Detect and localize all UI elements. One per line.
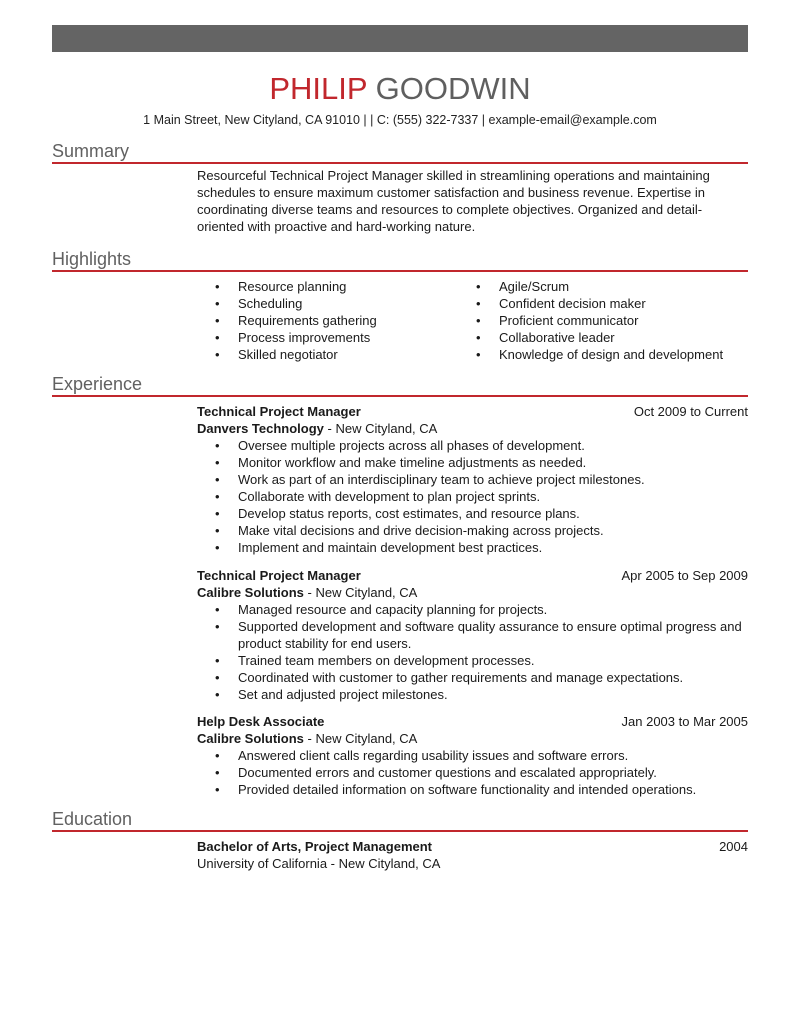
highlights-list-left: [197, 278, 457, 363]
job-bullet: • Set and adjusted project milestones.: [197, 686, 748, 703]
job-dates: Apr 2005 to Sep 2009: [621, 568, 748, 583]
job-bullet: • Provided detailed information on software functionality and intended operations.: [197, 781, 748, 798]
company-name: Calibre Solutions: [197, 731, 304, 746]
job-company-line: [197, 420, 748, 437]
section-header-highlights: [52, 248, 748, 272]
job-bullet: • Work as part of an interdisciplinary team to achieve project milestones.: [197, 471, 748, 488]
job-bullet: • Collaborate with development to plan project sprints.: [197, 488, 748, 505]
job-bullets: [197, 747, 748, 798]
candidate-name: [0, 70, 800, 108]
company-location: - New Cityland, CA: [303, 585, 418, 600]
job-bullet: • Oversee multiple projects across all phases of development.: [197, 437, 748, 454]
highlight-item: • Knowledge of design and development: [458, 346, 758, 363]
summary-text: [197, 167, 752, 235]
job-bullet: • Implement and maintain development best practices.: [197, 539, 748, 556]
job-header: [197, 713, 748, 730]
header-bar: [52, 25, 748, 52]
job-bullet: • Managed resource and capacity planning for projects.: [197, 601, 748, 618]
section-header-education: [52, 808, 748, 832]
highlight-item: • Resource planning: [197, 278, 457, 295]
highlight-item: • Process improvements: [197, 329, 457, 346]
job-company-line: [197, 584, 748, 601]
highlight-item: • Scheduling: [197, 295, 457, 312]
job-title: Help Desk Associate: [197, 714, 325, 729]
company-name: Danvers Technology: [197, 421, 324, 436]
company-location: - New Cityland, CA: [303, 731, 418, 746]
job-bullet: • Answered client calls regarding usability issues and software errors.: [197, 747, 748, 764]
section-title: Education: [52, 809, 133, 829]
job-bullet: • Trained team members on development processes.: [197, 652, 748, 669]
education-header: [197, 838, 748, 855]
last-name: GOODWIN: [375, 71, 531, 106]
job-header: [197, 403, 748, 420]
highlight-item: • Collaborative leader: [458, 329, 758, 346]
section-title: Summary: [52, 141, 130, 161]
job-entry: [197, 567, 748, 703]
job-entry: [197, 713, 748, 798]
graduation-year: 2004: [719, 839, 748, 854]
highlights-list-right: [458, 278, 758, 363]
section-title: Experience: [52, 374, 143, 394]
highlight-item: • Skilled negotiator: [197, 346, 457, 363]
education-entry: [197, 838, 748, 872]
job-bullet: • Monitor workflow and make timeline adjustments as needed.: [197, 454, 748, 471]
job-title: Technical Project Manager: [197, 404, 361, 419]
job-company-line: [197, 730, 748, 747]
contact-line: 1 Main Street, New Cityland, CA 91010 | | C: (555) 322-7337 | example-email@example.com: [143, 113, 657, 127]
highlight-item: • Agile/Scrum: [458, 278, 758, 295]
job-dates: Jan 2003 to Mar 2005: [621, 714, 748, 729]
school: University of California - New Cityland, CA: [197, 856, 441, 871]
summary-line: coordinating diverse teams and resources to complete objectives. Organized and detail-: [197, 202, 703, 217]
section-title: Highlights: [52, 249, 132, 269]
summary-line: schedules to ensure maximum customer satisfaction and business revenue. Expertise in: [197, 185, 705, 200]
section-header-summary: [52, 140, 748, 164]
summary-line: oriented with proactive and hard-working nature.: [197, 219, 476, 234]
job-entry: [197, 403, 748, 556]
highlight-item: • Requirements gathering: [197, 312, 457, 329]
job-header: [197, 567, 748, 584]
highlight-item: • Confident decision maker: [458, 295, 758, 312]
job-bullet: • Coordinated with customer to gather requirements and manage expectations.: [197, 669, 748, 686]
job-bullet: • Supported development and software quality assurance to ensure optimal progress and product stability for end users.: [197, 618, 748, 652]
job-bullet: • Documented errors and customer questions and escalated appropriately.: [197, 764, 748, 781]
job-bullet: • Make vital decisions and drive decision-making across projects.: [197, 522, 748, 539]
company-name: Calibre Solutions: [197, 585, 304, 600]
job-title: Technical Project Manager: [197, 568, 361, 583]
section-header-experience: [52, 373, 748, 397]
company-location: - New Cityland, CA: [323, 421, 438, 436]
job-bullets: [197, 601, 748, 703]
degree: Bachelor of Arts, Project Management: [197, 839, 433, 854]
first-name: PHILIP: [269, 71, 368, 106]
job-bullets: [197, 437, 748, 556]
highlight-item: • Proficient communicator: [458, 312, 758, 329]
summary-line: Resourceful Technical Project Manager skilled in streamlining operations and maintaining: [197, 168, 710, 183]
job-dates: Oct 2009 to Current: [633, 404, 748, 419]
job-bullet: • Develop status reports, cost estimates, and resource plans.: [197, 505, 748, 522]
